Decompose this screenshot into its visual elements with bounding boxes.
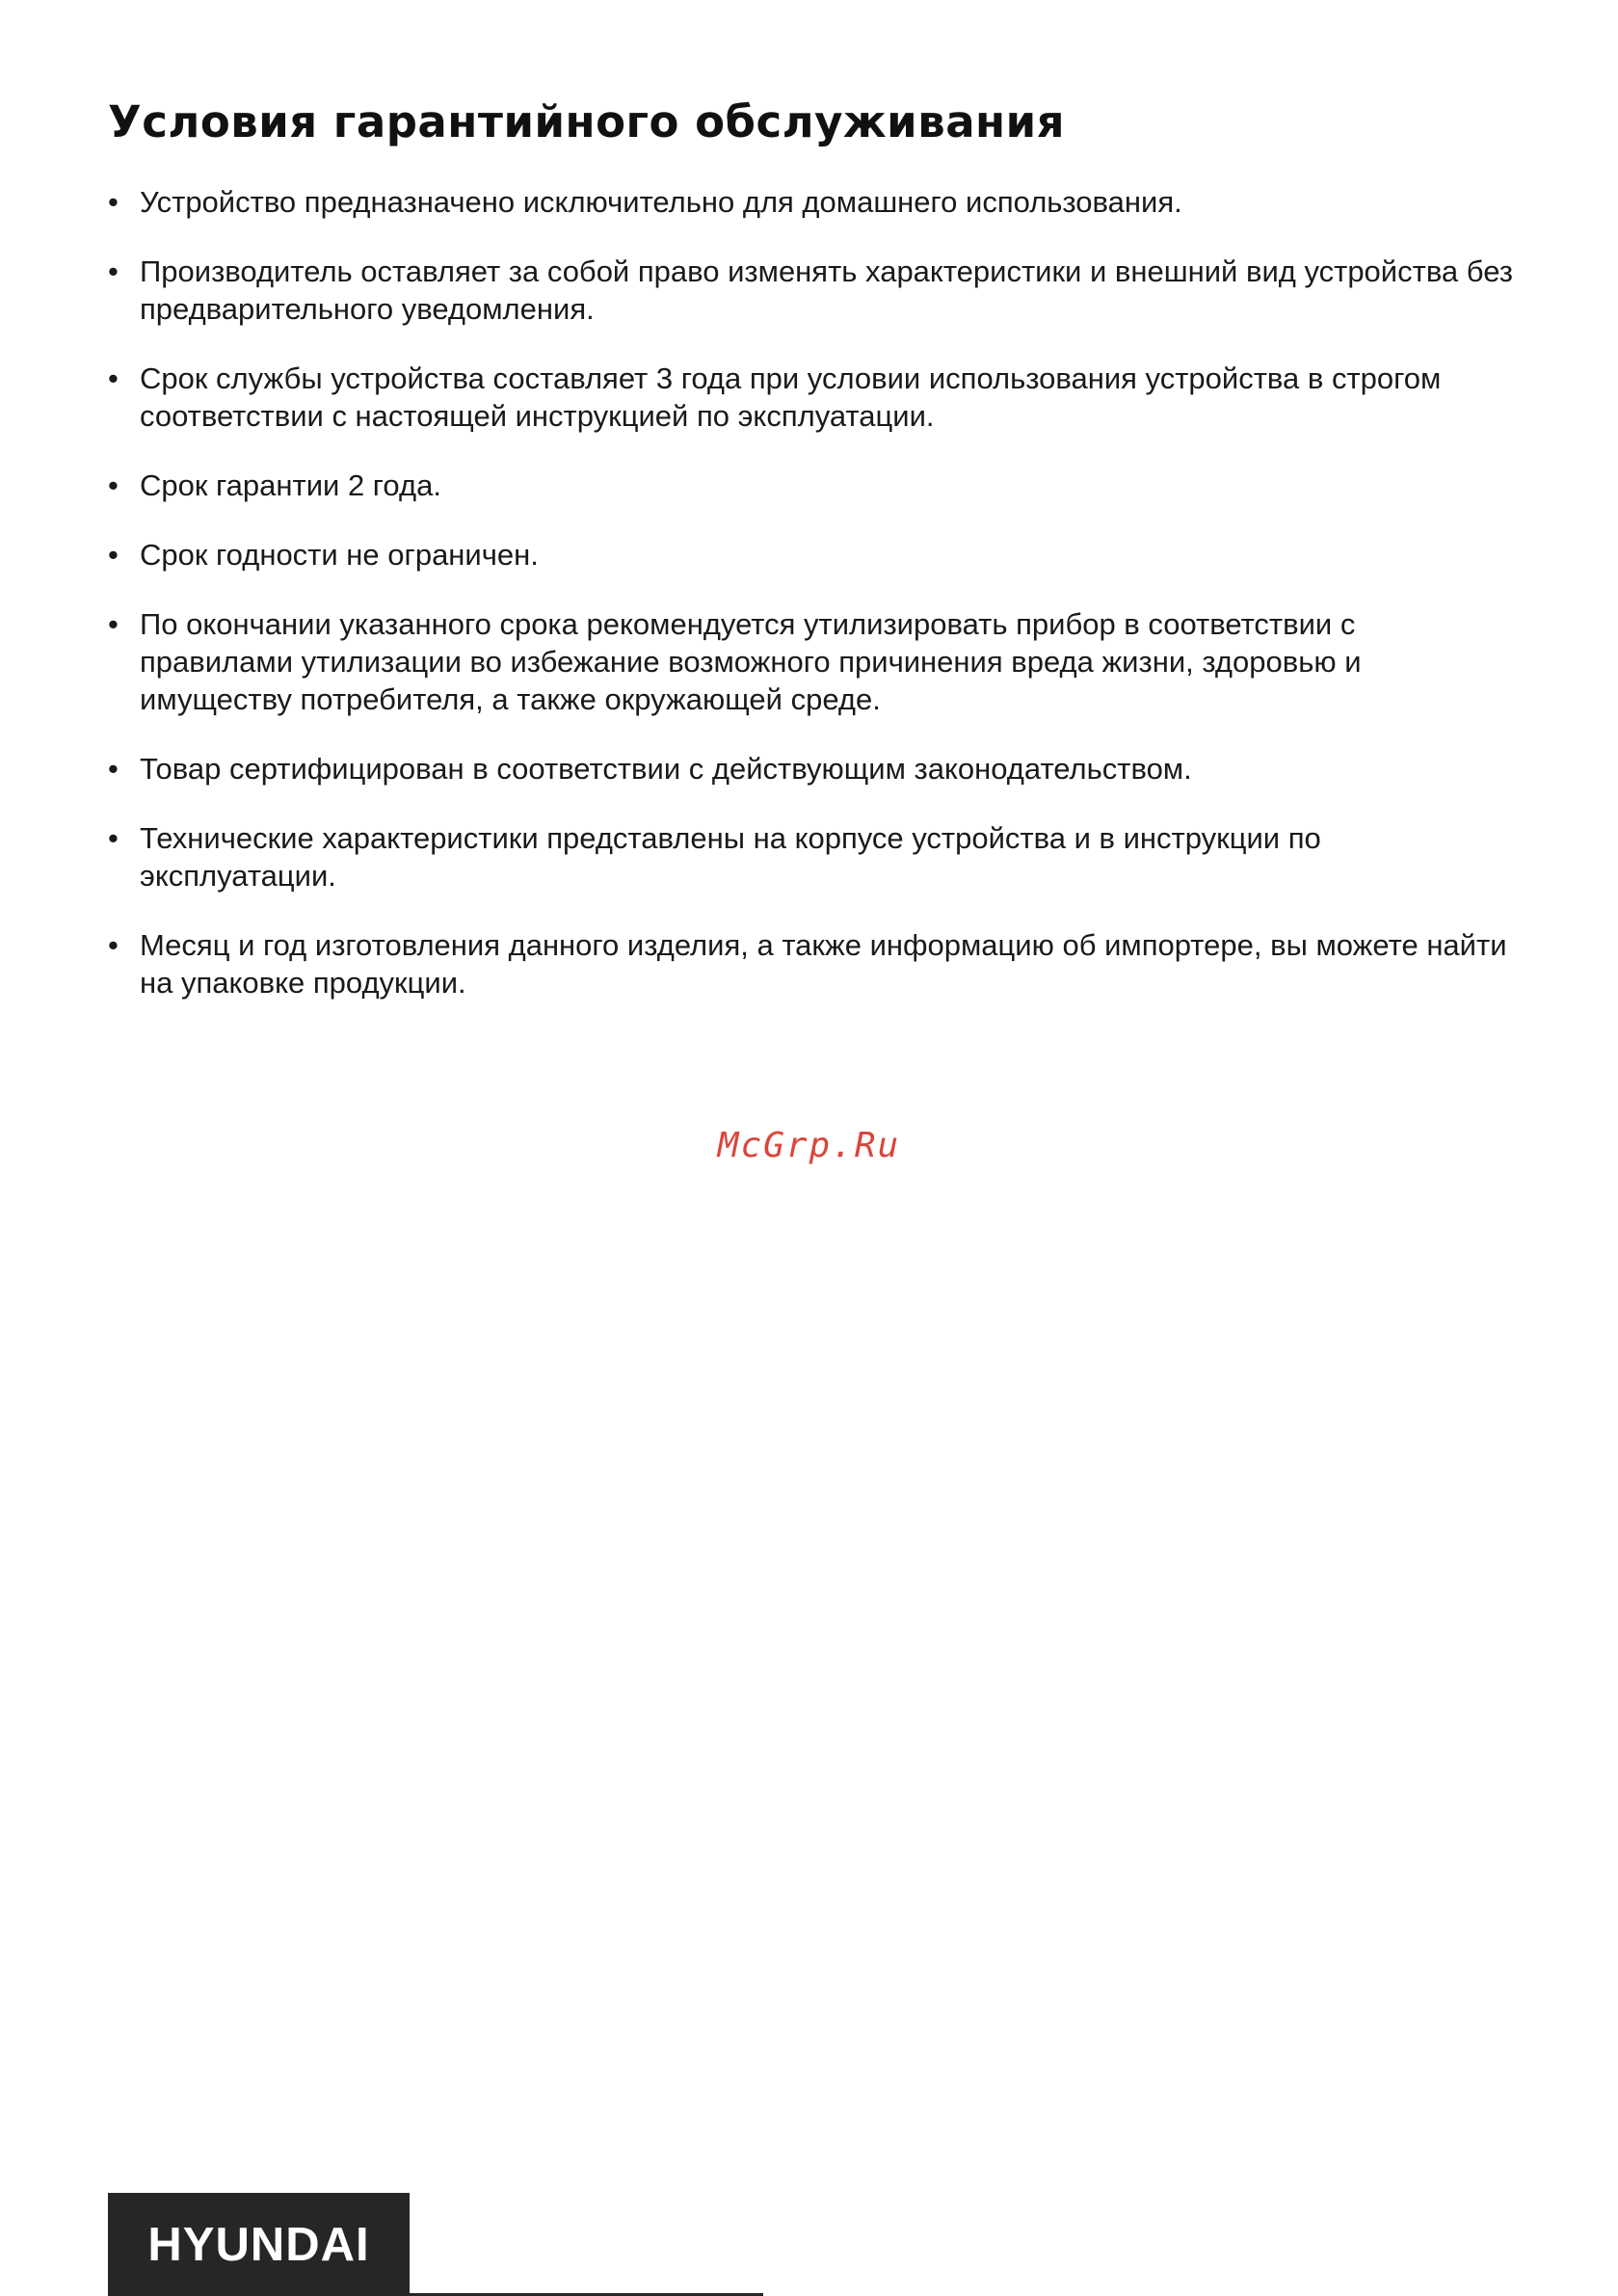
term-text: Срок годности не ограничен. — [140, 538, 539, 572]
term-text: Устройство предназначено исключительно для домашнего использования. — [140, 185, 1182, 219]
list-item — [108, 605, 1515, 718]
warranty-terms-list — [108, 183, 1515, 1033]
list-item — [108, 819, 1515, 894]
term-text: Срок гарантии 2 года. — [140, 468, 441, 502]
bullet-icon: • — [108, 538, 119, 572]
watermark-text: McGrp.Ru — [717, 1126, 901, 1165]
term-text: Производитель оставляет за собой право изменять характеристики и внешний вид устройства без предварительного уведомления. — [140, 254, 1513, 326]
list-item — [108, 253, 1515, 328]
bullet-icon: • — [108, 752, 119, 786]
list-item — [108, 750, 1515, 788]
bullet-icon: • — [108, 254, 119, 288]
bullet-icon: • — [108, 468, 119, 502]
page-title: Условия гарантийного обслуживания — [108, 96, 1066, 147]
list-item — [108, 467, 1515, 504]
bullet-icon: • — [108, 361, 119, 395]
list-item — [108, 926, 1515, 1001]
term-text: Товар сертифицирован в соответствии с действующим законодательством. — [140, 752, 1192, 786]
list-item — [108, 360, 1515, 435]
brand-logo: HYUNDAI — [108, 2193, 410, 2296]
bullet-icon: • — [108, 821, 119, 855]
term-text: Месяц и год изготовления данного изделия, а также информацию об импортере, вы можете найти на упаковке продукции. — [140, 928, 1507, 1000]
term-text: Срок службы устройства составляет 3 года при условии использования устройства в строгом соответствии с настоящей инструкцией по эксплуатации. — [140, 361, 1442, 433]
bullet-icon: • — [108, 185, 119, 219]
bullet-icon: • — [108, 607, 119, 641]
list-item — [108, 536, 1515, 574]
term-text: Технические характеристики представлены на корпусе устройства и в инструкции по эксплуатации. — [140, 821, 1321, 893]
bullet-icon: • — [108, 928, 119, 962]
list-item — [108, 183, 1515, 221]
term-text: По окончании указанного срока рекомендуется утилизировать прибор в соответствии с правилами утилизации во избежание возможного причинения вреда жизни, здоровью и имуществу потребителя, а также окружающей среде. — [140, 607, 1362, 716]
